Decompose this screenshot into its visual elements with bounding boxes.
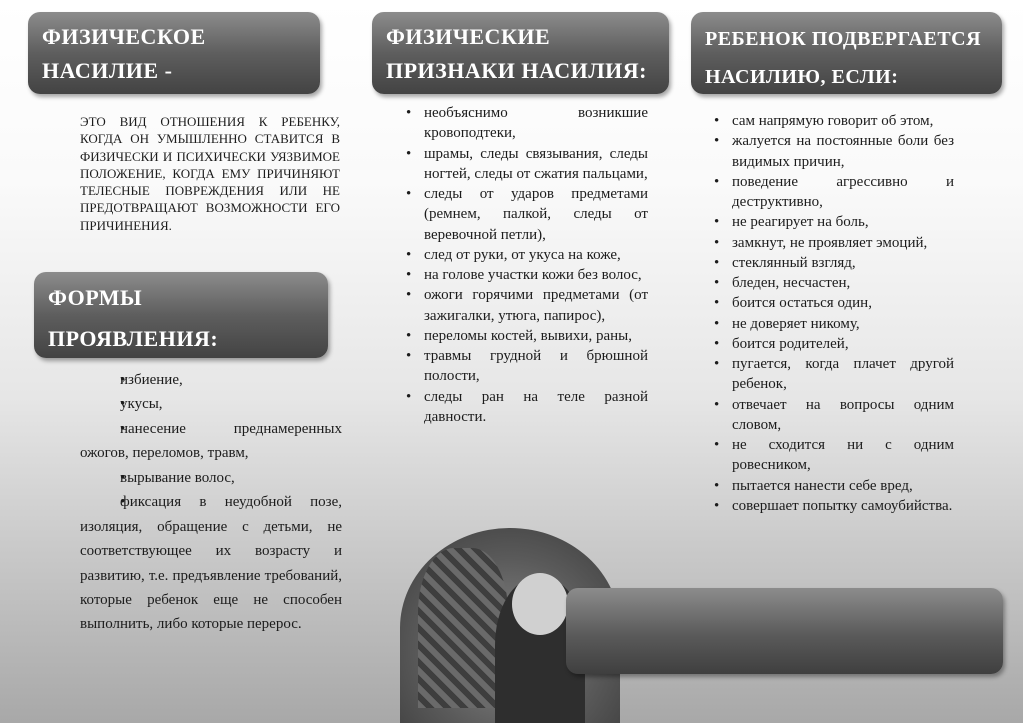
- list-item: • отвечает на вопросы одним словом,: [712, 395, 954, 436]
- list-item: • поведение агрессивно и деструктивно,: [712, 172, 954, 213]
- list-item: • избиение,: [80, 368, 342, 392]
- header-physical-signs-text: ФИЗИЧЕСКИЕ ПРИЗНАКИ НАСИЛИЯ:: [386, 24, 647, 84]
- list-item: • нанесение преднамеренных ожогов, переломов, травм,: [80, 417, 342, 466]
- list-item: • не доверяет никому,: [712, 314, 954, 334]
- list-item: • шрамы, следы связывания, следы ногтей, следы от сжатия пальцами,: [402, 144, 648, 185]
- header-forms: [34, 272, 328, 358]
- list-item: • переломы костей, вывихи, раны,: [402, 326, 648, 346]
- list-item: • пугается, когда плачет другой ребенок,: [712, 354, 954, 395]
- list-item: • боится остаться один,: [712, 293, 954, 313]
- list-item: • пытается нанести себе вред,: [712, 476, 954, 496]
- list-item: • не реагирует на боль,: [712, 212, 954, 232]
- signs-list: [402, 103, 648, 427]
- list-item: • замкнут, не проявляет эмоций,: [712, 233, 954, 253]
- photo-child-head: [512, 573, 568, 635]
- list-item: • совершает попытку самоубийства.: [712, 496, 954, 516]
- list-item: • вырывание волос,: [80, 466, 342, 490]
- list-item: • травмы грудной и брюшной полости,: [402, 346, 648, 387]
- list-item: • стеклянный взгляд,: [712, 253, 954, 273]
- header-forms-text: ФОРМЫ ПРОЯВЛЕНИЯ:: [48, 285, 219, 351]
- header-child-abused-if-text: РЕБЕНОК ПОДВЕРГАЕТСЯ НАСИЛИЮ, ЕСЛИ:: [705, 28, 982, 88]
- list-item: • необъяснимо возникшие кровоподтеки,: [402, 103, 648, 144]
- list-item: • сам напрямую говорит об этом,: [712, 111, 954, 131]
- list-item: • следы от ударов предметами (ремнем, палкой, следы от веревочной петли),: [402, 184, 648, 245]
- header-child-abused-if: [691, 12, 1002, 94]
- list-item: • жалуется на постоянные боли без видимых причин,: [712, 131, 954, 172]
- conditions-list: [712, 111, 954, 516]
- list-item: • боится родителей,: [712, 334, 954, 354]
- forms-list: [80, 368, 342, 637]
- header-physical-violence: [28, 12, 320, 94]
- list-item: • след от руки, от укуса на коже,: [402, 245, 648, 265]
- list-item: • не сходится ни с одним ровесником,: [712, 435, 954, 476]
- decorative-bottom-banner: [566, 588, 1003, 674]
- list-item: • бледен, несчастен,: [712, 273, 954, 293]
- list-item: • фиксация в неудобной позе, изоляция, обращение с детьми, не соответствующее их возрасту и развитию, т.е. предъявление требований, которые ребенок еще не способен выполнить, либо которые перерос.: [80, 490, 342, 637]
- header-physical-violence-text: ФИЗИЧЕСКОЕ НАСИЛИЕ -: [42, 24, 206, 84]
- definition-text: ЭТО ВИД ОТНОШЕНИЯ К РЕБЕНКУ, КОГДА ОН УМЫШЛЕННО СТАВИТСЯ В ФИЗИЧЕСКИ И ПСИХИЧЕСКИ УЯЗВИМОЕ ПОЛОЖЕНИЕ, КОГДА ЕМУ ПРИЧИНЯЮТ ТЕЛЕСНЫЕ ПОВРЕЖДЕНИЯ ИЛИ НЕ ПРЕДОТВРАЩАЮТ ВОЗМОЖНОСТИ ЕГО ПРИЧИНЕНИЯ.: [80, 114, 340, 233]
- header-physical-signs: [372, 12, 669, 94]
- list-item: • на голове участки кожи без волос,: [402, 265, 648, 285]
- list-item: • следы ран на теле разной давности.: [402, 387, 648, 428]
- list-item: • укусы,: [80, 392, 342, 416]
- list-item: • ожоги горячими предметами (от зажигалки, утюга, папирос),: [402, 285, 648, 326]
